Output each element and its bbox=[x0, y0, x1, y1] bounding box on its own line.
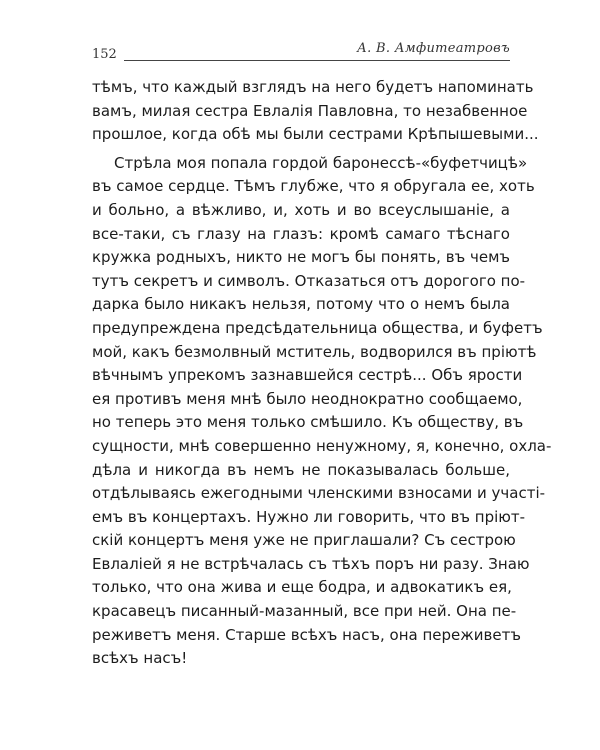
text-line: всѣхъ насъ! bbox=[92, 649, 188, 668]
text-line: емъ въ концертахъ. Нужно ли говорить, что въ пріют- bbox=[92, 507, 526, 526]
text-line: вамъ, милая сестра Евлалія Павловна, то незабвенное bbox=[92, 101, 528, 120]
text-line: прошлое, когда обѣ мы были сестрами Крѣпышевыми... bbox=[92, 125, 539, 144]
text-line: отдѣлываясь ежегодными членскими взносами и участі- bbox=[92, 484, 546, 503]
text-line: скій концертъ меня уже не приглашали? Съ сестрою bbox=[92, 531, 516, 550]
text-line: все-таки, съ глазу на глазъ: кромѣ самаго тѣснаго bbox=[92, 224, 510, 243]
text-line: дѣла и никогда въ немъ не показывалась больше, bbox=[92, 460, 510, 479]
text-line: вѣчнымъ упрекомъ зазнавшейся сестрѣ... Объ ярости bbox=[92, 366, 523, 385]
text-line: тѣмъ, что каждый взглядъ на него будетъ напоминать bbox=[92, 78, 534, 96]
page-number: 152 bbox=[92, 47, 117, 62]
text-line: дарка было никакъ нельзя, потому что о немъ была bbox=[92, 295, 510, 314]
text-line: въ самое сердце. Тѣмъ глубже, что я обругала ее, хоть bbox=[92, 177, 535, 196]
text-line: ея противъ меня мнѣ было неоднократно сообщаемо, bbox=[92, 389, 523, 408]
text-line: реживетъ меня. Старше всѣхъ насъ, она переживетъ bbox=[92, 625, 521, 644]
paragraph bbox=[92, 152, 552, 671]
paragraph bbox=[92, 76, 539, 147]
text-line: тутъ секретъ и символъ. Отказаться отъ дорогого по- bbox=[92, 271, 526, 290]
text-line: Евлаліей я не встрѣчалась съ тѣхъ поръ ни разу. Знаю bbox=[92, 554, 530, 573]
text-line: красавецъ писанный-мазанный, все при ней. Она пе- bbox=[92, 602, 517, 621]
body-text bbox=[92, 76, 552, 671]
text-line: предупреждена предсѣдательница общества, и буфетъ bbox=[92, 318, 543, 337]
text-line: кружка родныхъ, никто не могъ бы понять, въ чемъ bbox=[92, 248, 510, 267]
text-line: но теперь это меня только смѣшило. Къ обществу, въ bbox=[92, 413, 524, 432]
text-line: сущности, мнѣ совершенно ненужному, я, конечно, охла- bbox=[92, 436, 552, 455]
header-rule bbox=[124, 60, 510, 61]
text-line: только, что она жива и еще бодра, и адвокатикъ ея, bbox=[92, 578, 512, 597]
text-line: мой, какъ безмолвный мститель, водворился въ пріютѣ bbox=[92, 342, 537, 361]
text-line: Стрѣла моя попала гордой баронессѣ-«буфетчицѣ» bbox=[114, 153, 528, 172]
text-line: и больно, а вѣжливо, и, хоть и во всеуслышаніе, а bbox=[92, 200, 510, 219]
running-head-author: А. В. Амфитеатровъ bbox=[357, 41, 510, 56]
running-header bbox=[92, 38, 510, 68]
